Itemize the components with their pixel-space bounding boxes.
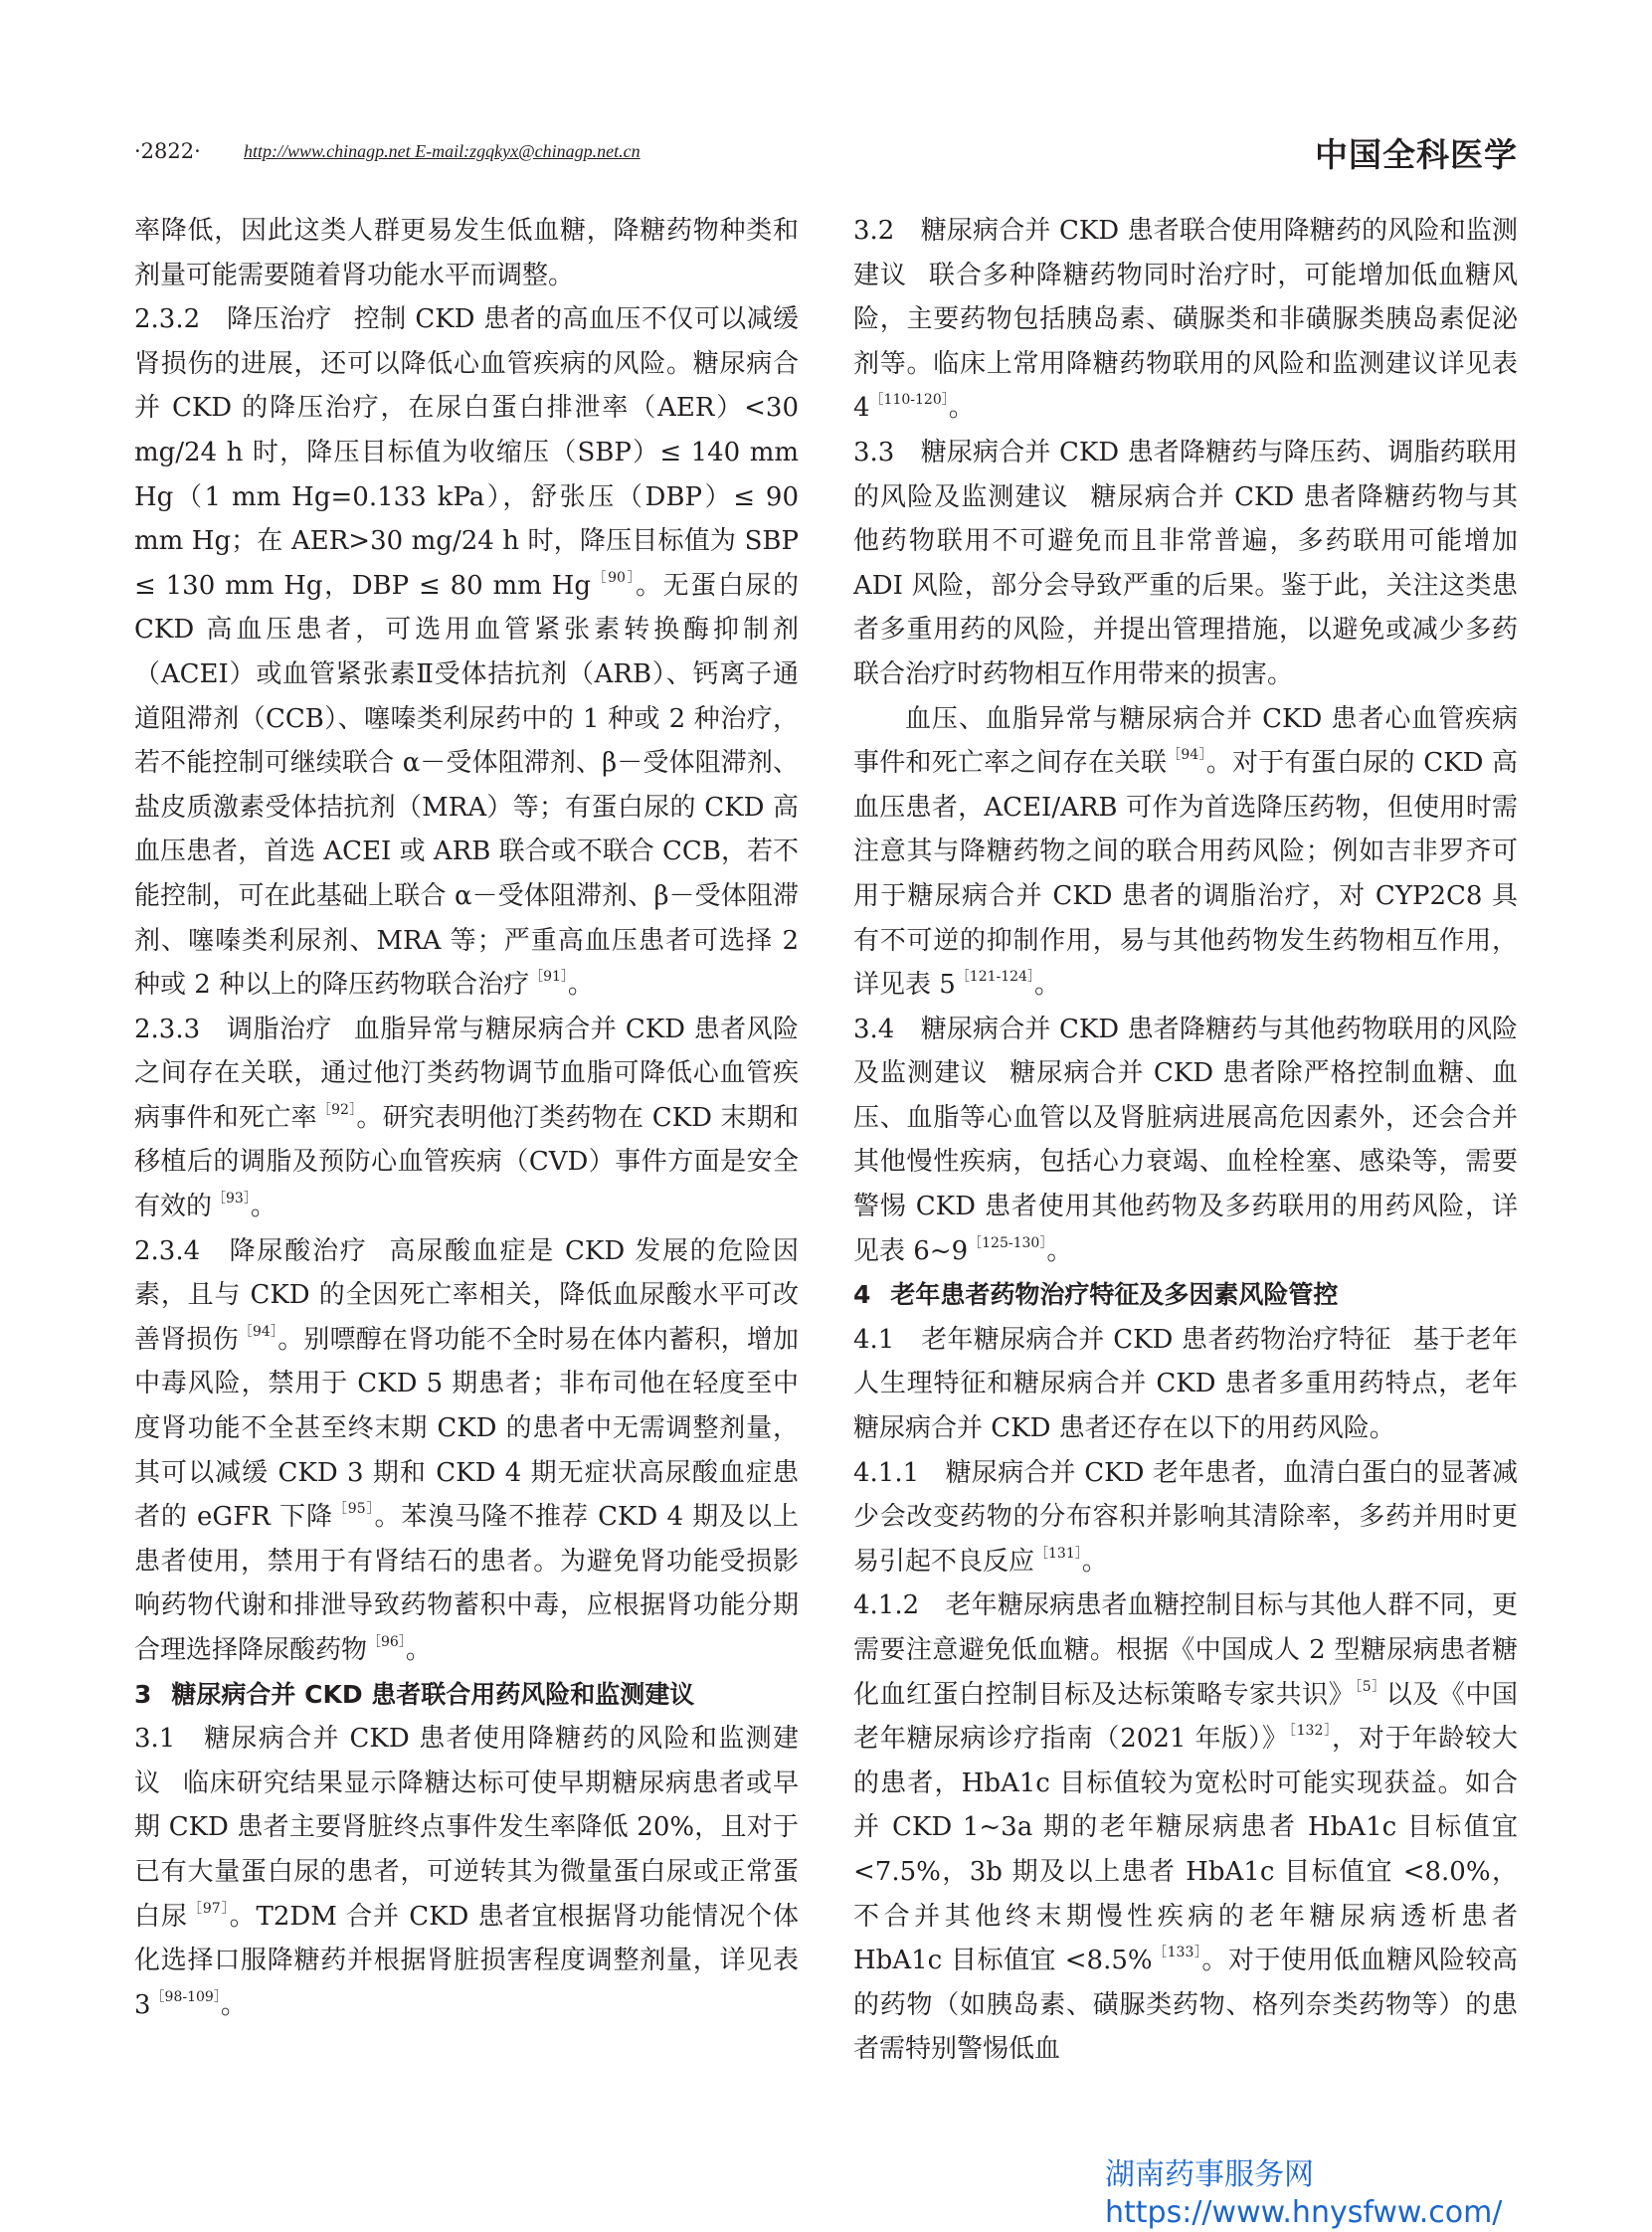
section-label: 4.1.1 糖尿病合并 CKD 老年患者，血清白蛋白的显著减少会改变药物的分布容积并影响其清除率，多药并用时更易引起不良反应: [853, 1457, 1518, 1577]
citation: ［97］: [187, 1900, 230, 1917]
paragraph-text: 。: [405, 1635, 432, 1665]
paragraph-text: 。对于有蛋白尿的 CKD 高血压患者，ACEI/ARB 可作为首选降压药物，但使用时需注意其与降糖药物之间的联合用药风险；例如吉非罗齐可用于糖尿病合并 CKD 患者的调脂治疗，对 CYP2C8 具有不可逆的抑制作用，易与其他药物发生药物相互作用，详见表 5: [853, 748, 1518, 1001]
paragraph: [853, 697, 1518, 1008]
section-heading-3: [134, 1673, 799, 1718]
paragraph-text: 联合多种降糖药物同时治疗时，可能增加低血糖风险，主要药物包括胰岛素、磺脲类和非磺脲类胰岛素促泌剂等。临床上常用降糖药物联用的风险和监测建议详见表 4: [853, 260, 1518, 424]
paragraph-text: 。无蛋白尿的 CKD 高血压患者，可选用血管紧张素转换酶抑制剂（ACEI）或血管紧张素Ⅱ受体拮抗剂（ARB）、钙离子通道阻滞剂（CCB）、噻嗪类利尿药中的 1 种或 2 种治疗，若不能控制可继续联合 α－受体阻滞剂、β－受体阻滞剂、盐皮质激素受体拮抗剂（MRA）等；有蛋白尿的 CKD 高血压患者，首选 ACEI 或 ARB 联合或不联合 CCB，若不能控制，可在此基础上联合 α－受体阻滞剂、β－受体阻滞剂、噻嗪类利尿剂、MRA 等；严重高血压患者可选择 2 种或 2 种以上的降压药物联合治疗: [134, 570, 799, 1001]
paragraph-text: 血压、血脂异常与糖尿病合并 CKD 患者心血管疾病事件和死亡率之间存在关联: [853, 703, 1518, 779]
paragraph-text: 。T2DM 合并 CKD 患者宜根据肾功能情况个体化选择口服降糖药并根据肾脏损害程度调整剂量，详见表 3: [134, 1901, 799, 2020]
page-header: [134, 129, 1518, 179]
section-3-4: [853, 1008, 1518, 1274]
section-4-1: [853, 1318, 1518, 1451]
citation: ［132］: [1288, 1723, 1333, 1740]
paragraph-text: 。苯溴马隆不推荐 CKD 4 期及以上患者使用，禁用于有肾结石的患者。为避免肾功能受损影响药物代谢和排泄导致药物蓄积中毒，应根据肾功能分期合理选择降尿酸药物: [134, 1502, 799, 1665]
section-4-1-1: [853, 1451, 1518, 1584]
citation: ［98-109］: [150, 1988, 221, 2005]
section-label: 2.3.2 降压治疗: [134, 304, 332, 335]
section-label: 2.3.4 降尿酸治疗: [134, 1235, 368, 1266]
paragraph-text: 率降低，因此这类人群更易发生低血糖，降糖药物种类和剂量可能需要随着肾功能水平而调整。: [134, 216, 799, 290]
paragraph-text: 。: [948, 393, 975, 424]
watermark-url[interactable]: https://www.hnysfww.com/: [1105, 2195, 1503, 2230]
section-3-3: [853, 431, 1518, 697]
citation: ［125-130］: [968, 1234, 1047, 1251]
section-label: 4.1 老年糖尿病合并 CKD 患者药物治疗特征: [853, 1324, 1391, 1355]
paragraph-text: 糖尿病合并 CKD 患者降糖药物与其他药物联用不可避免而且非常普遍，多药联用可能增加 ADI 风险，部分会导致严重的后果。鉴于此，关注这类患者多重用药的风险，并提出管理措施，以避免或减少多药联合治疗时药物相互作用带来的损害。: [853, 481, 1518, 689]
paragraph-text: 。研究表明他汀类药物在 CKD 末期和移植后的调脂及预防心血管疾病（CVD）事件方面是安全有效的: [134, 1102, 799, 1222]
section-label: 3.2 糖尿病合并 CKD 患者联合使用降糖药的风险和监测建议: [853, 216, 1518, 290]
paragraph: [134, 209, 799, 297]
citation: ［133］: [1152, 1945, 1202, 1961]
paragraph-text: 高尿酸血症是 CKD 发展的危险因素，且与 CKD 的全因死亡率相关，降低血尿酸水平可改善肾损伤: [134, 1235, 800, 1355]
citation: ［110-120］: [869, 392, 949, 409]
heading-text: 糖尿病合并 CKD 患者联合用药风险和监测建议: [171, 1679, 695, 1709]
heading-text: 老年患者药物治疗特征及多因素风险管控: [890, 1280, 1339, 1310]
citation: ［131］: [1034, 1545, 1082, 1562]
section-3-1: [134, 1717, 799, 2027]
citation: ［92］: [316, 1101, 357, 1118]
watermark-title: 湖南药事服务网: [1105, 2157, 1314, 2192]
paragraph-text: ，对于年龄较大的患者，HbA1c 目标值较为宽松时可能实现获益。如合并 CKD 1~3a 期的老年糖尿病患者 HbA1c 目标值宜 <7.5%，3b 期及以上患者 HbA1c 目标值宜 <8.0%，不合并其他终末期慢性疾病的老年糖尿病透析患者 HbA1c 目标值宜 <8.5%: [853, 1724, 1518, 1976]
citation: ［121-124］: [955, 969, 1034, 986]
paragraph-text: 。: [250, 1192, 276, 1222]
section-2-3-2: [134, 297, 799, 1008]
citation: ［90］: [591, 569, 637, 586]
paragraph-text: 。别嘌醇在肾功能不全时易在体内蓄积，增加中毒风险，禁用于 CKD 5 期患者；非布司他在轻度至中度肾功能不全甚至终末期 CKD 的患者中无需调整剂量，其可以减缓 CKD 3 期和 CKD 4 期无症状高尿酸血症患者的 eGFR 下降: [134, 1324, 799, 1533]
paragraph-text: 血脂异常与糖尿病合并 CKD 患者风险之间存在关联，通过他汀类药物调节血脂可降低心血管疾病事件和死亡率: [134, 1014, 800, 1133]
watermark: [1105, 2156, 1502, 2232]
heading-number: 4: [853, 1280, 871, 1310]
paragraph-text: 。: [1081, 1546, 1108, 1577]
section-2-3-3: [134, 1008, 799, 1229]
section-2-3-4: [134, 1229, 799, 1673]
paragraph-text: 。: [220, 1989, 247, 2020]
citation: ［95］: [332, 1501, 375, 1518]
journal-url-email[interactable]: http://www.chinagp.net E-mail:zgqkyx@chinagp.net.cn: [244, 141, 641, 161]
section-label: 3.3 糖尿病合并 CKD 患者降糖药与降压药、调脂药联用的风险及监测建议: [853, 437, 1518, 512]
right-column: [853, 209, 1518, 2072]
paragraph-text: 基于老年人生理特征和糖尿病合并 CKD 患者多重用药特点，老年糖尿病合并 CKD 患者还存在以下的用药风险。: [853, 1324, 1518, 1444]
journal-title: 中国全科医学: [1315, 135, 1518, 174]
paragraph-text: 。: [1046, 1235, 1073, 1266]
citation: ［5］: [1355, 1678, 1386, 1695]
paragraph-text: 。: [1034, 970, 1061, 1001]
citation: ［94］: [238, 1323, 278, 1340]
section-heading-4: [853, 1273, 1518, 1318]
page-number: ·2822·: [134, 139, 201, 163]
paragraph-text: 控制 CKD 患者的高血压不仅可以减缓肾损伤的进展，还可以降低心血管疾病的风险。糖尿病合并 CKD 的降压治疗，在尿白蛋白排泄率（AER）<30 mg/24 h 时，降压目标值为收缩压（SBP）≤ 140 mm Hg（1 mm Hg=0.133 kPa），舒张压（DBP）≤ 90 mm Hg；在 AER>30 mg/24 h 时，降压目标值为 SBP ≤ 130 mm Hg，DBP ≤ 80 mm Hg: [134, 304, 800, 601]
paragraph-text: 。对于使用低血糖风险较高的药物（如胰岛素、磺脲类药物、格列奈类药物等）的患者需特别警惕低血: [853, 1946, 1518, 2065]
paragraph-text: 。: [567, 970, 594, 1001]
section-label: 4.1.2 老年糖尿病患者血糖控制目标与其他人群不同，更需要注意避免低血糖。根据《中国成人 2 型糖尿病患者糖化血红蛋白控制目标及达标策略专家共识》: [853, 1590, 1518, 1710]
left-column: [134, 209, 799, 2027]
heading-number: 3: [134, 1679, 152, 1709]
paragraph-text: 临床研究结果显示降糖达标可使早期糖尿病患者或早期 CKD 患者主要肾脏终点事件发生率降低 20%，且对于已有大量蛋白尿的患者，可逆转其为微量蛋白尿或正常蛋白尿: [134, 1767, 799, 1932]
citation: ［96］: [367, 1634, 406, 1650]
citation: ［91］: [529, 969, 568, 986]
section-4-1-2: [853, 1583, 1518, 2072]
citation: ［94］: [1167, 747, 1206, 764]
section-label: 3.4 糖尿病合并 CKD 患者降糖药与其他药物联用的风险及监测建议: [853, 1014, 1518, 1089]
section-3-2: [853, 209, 1518, 431]
paragraph-text: 糖尿病合并 CKD 患者除严格控制血糖、血压、血脂等心血管以及肾脏病进展高危因素外，还会合并其他慢性疾病，包括心力衰竭、血栓栓塞、感染等，需要警惕 CKD 患者使用其他药物及多药联用的用药风险，详见表 6~9: [853, 1058, 1518, 1266]
paragraph-text: 以及《中国老年糖尿病诊疗指南（2021 年版）》: [853, 1679, 1518, 1755]
section-label: 3.1 糖尿病合并 CKD 患者使用降糖药的风险和监测建议: [134, 1724, 799, 1798]
section-label: 2.3.3 调脂治疗: [134, 1014, 332, 1044]
citation: ［93］: [212, 1191, 251, 1208]
